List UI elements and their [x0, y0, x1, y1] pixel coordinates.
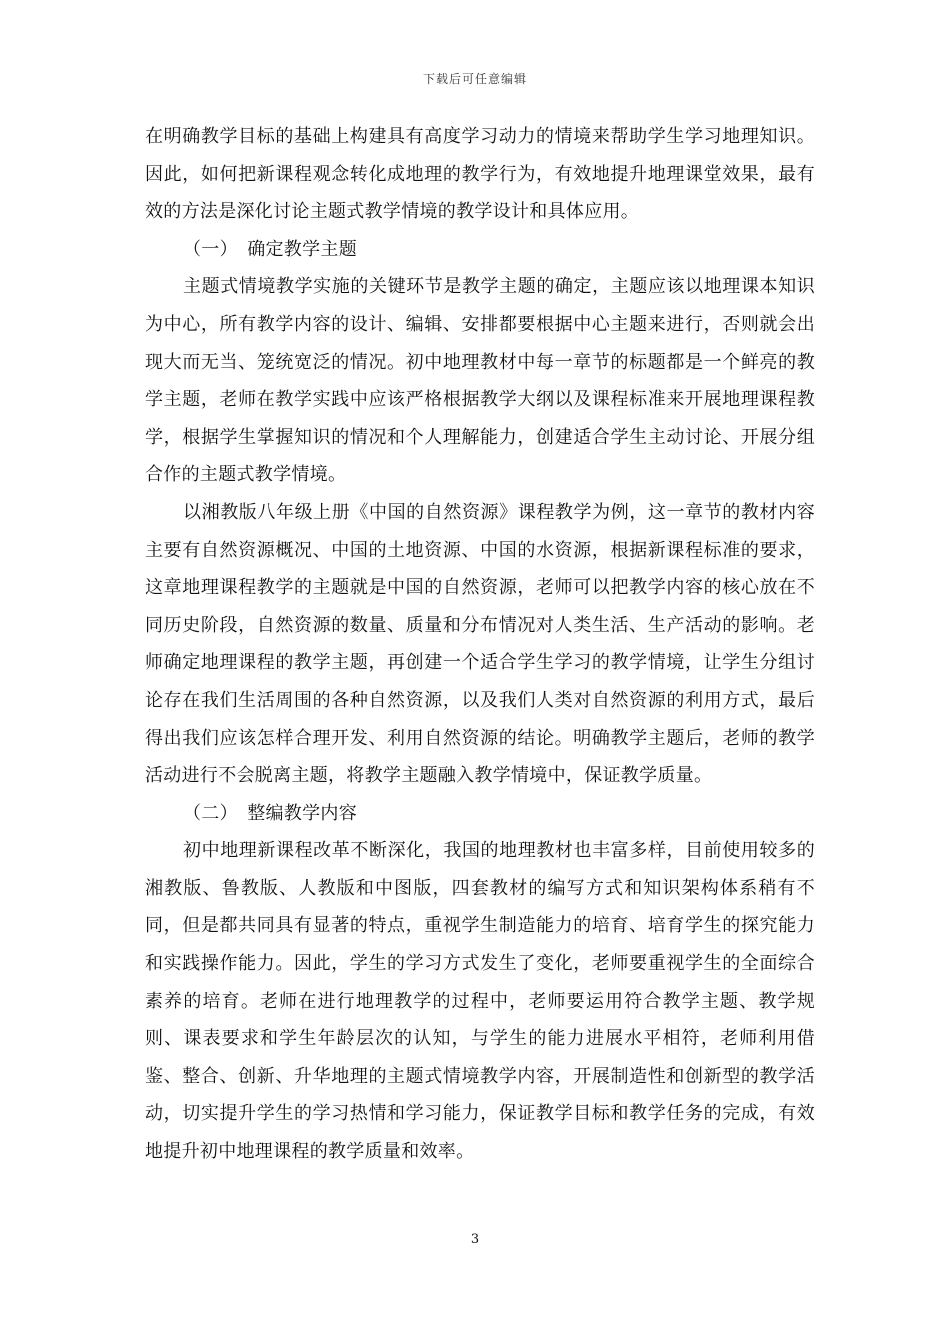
- paragraph: 以湘教版八年级上册《中国的自然资源》课程教学为例，这一章节的教材内容主要有自然资源概况、中国的土地资源、中国的水资源，根据新课程标准的要求，这章地理课程教学的主题就是中国的自然资源，老师可以把教学内容的核心放在不同历史阶段，自然资源的数量、质量和分布情况对人类生活、生产活动的影响。老师确定地理课程的教学主题，再创建一个适合学生学习的教学情境，让学生分组讨论存在我们生活周围的各种自然资源，以及我们人类对自然资源的利用方式，最后得出我们应该怎样合理开发、利用自然资源的结论。明确教学主题后，老师的教学活动进行不会脱离主题，将教学主题融入教学情境中，保证教学质量。: [145, 501, 815, 787]
- paragraph-continued: 在明确教学目标的基础上构建具有高度学习动力的情境来帮助学生学习地理知识。因此，如何把新课程观念转化成地理的教学行为，有效地提升地理课堂效果，最有效的方法是深化讨论主题式教学情境的教学设计和具体应用。: [145, 126, 815, 223]
- page-header: 下载后可任意编辑: [422, 72, 527, 86]
- section-heading-2: （二） 整编教学内容: [183, 802, 357, 824]
- section-heading-1: （一） 确定教学主题: [183, 238, 357, 260]
- document-body: [145, 118, 815, 1171]
- page-number: 3: [470, 1232, 480, 1247]
- paragraph: 初中地理新课程改革不断深化，我国的地理教材也丰富多样，目前使用较多的湘教版、鲁教版、人教版和中图版，四套教材的编写方式和知识架构体系稍有不同，但是都共同具有显著的特点，重视学生制造能力的培育、培育学生的探究能力和实践操作能力。因此，学生的学习方式发生了变化，老师要重视学生的全面综合素养的培育。老师在进行地理教学的过程中，老师要运用符合教学主题、教学规则、课表要求和学生年龄层次的认知，与学生的能力进展水平相符，老师利用借鉴、整合、创新、升华地理的主题式情境教学内容，开展制造性和创新型的教学活动，切实提升学生的学习热情和学习能力，保证教学目标和教学任务的完成，有效地提升初中地理课程的教学质量和效率。: [145, 840, 815, 1163]
- paragraph: 主题式情境教学实施的关键环节是教学主题的确定，主题应该以地理课本知识为中心，所有教学内容的设计、编辑、安排都要根据中心主题来进行，否则就会出现大而无当、笼统宽泛的情况。初中地理教材中每一章节的标题都是一个鲜亮的教学主题，老师在教学实践中应该严格根据教学大纲以及课程标准来开展地理课程教学，根据学生掌握知识的情况和个人理解能力，创建适合学生主动讨论、开展分组合作的主题式教学情境。: [145, 276, 815, 486]
